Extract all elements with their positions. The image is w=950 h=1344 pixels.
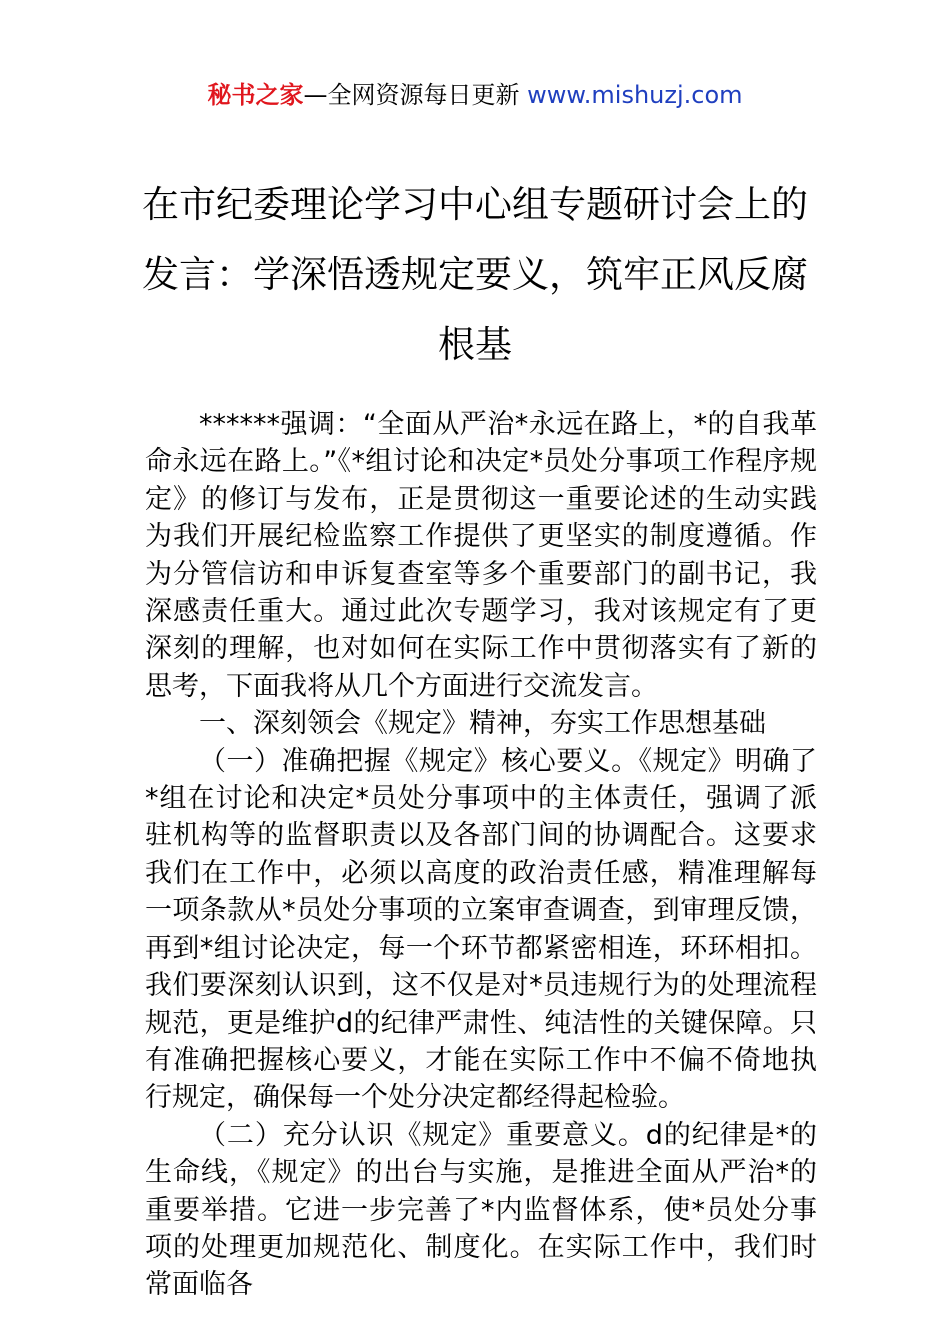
document-body — [145, 406, 817, 1304]
title-line-3: 根基 — [438, 323, 512, 366]
paragraph-intro: ******强调：“全面从严治*永远在路上，*的自我革命永远在路上。”《*组讨论和决定*员处分事项工作程序规定》的修订与发布，正是贯彻这一重要论述的生动实践为我们开展纪检监察工作提供了更坚实的制度遵循。作为分管信访和申诉复查室等多个重要部门的副书记，我深感责任重大。通过此次专题学习，我对该规定有了更深刻的理解，也对如何在实际工作中贯彻落实有了新的思考，下面我将从几个方面进行交流发言。 — [145, 409, 817, 702]
section-heading-1: 一、深刻领会《规定》精神，夯实工作思想基础 — [199, 708, 766, 740]
document-title — [120, 170, 830, 380]
paragraph-1-2: （二）充分认识《规定》重要意义。d的纪律是*的生命线，《规定》的出台与实施，是推进全面从严治*的重要举措。它进一步完善了*内监督体系，使*员处分事项的处理更加规范化、制度化。在实际工作中，我们时常面临各 — [145, 1119, 817, 1301]
paragraph-1-1: （一）准确把握《规定》核心要义。《规定》明确了*组在讨论和决定*员处分事项中的主体责任，强调了派驻机构等的监督职责以及各部门间的协调配合。这要求我们在工作中，必须以高度的政治责任感，精准理解每一项条款从*员处分事项的立案审查调查，到审理反馈，再到*组讨论决定，每一个环节都紧密相连，环环相扣。我们要深刻认识到，这不仅是对*员违规行为的处理流程规范，更是维护d的纪律严肃性、纯洁性的关键保障。只有准确把握核心要义，才能在实际工作中不偏不倚地执行规定，确保每一个处分决定都经得起检验。 — [145, 745, 817, 1114]
site-banner — [0, 78, 950, 112]
title-line-1: 在市纪委理论学习中心组专题研讨会上的 — [142, 183, 808, 226]
brand-name: 秘书之家 — [207, 81, 304, 109]
site-url: www.mishuzj.com — [527, 81, 743, 109]
banner-tagline: —全网资源每日更新 — [303, 81, 520, 109]
title-line-2: 发言：学深悟透规定要义，筑牢正风反腐 — [142, 253, 808, 296]
